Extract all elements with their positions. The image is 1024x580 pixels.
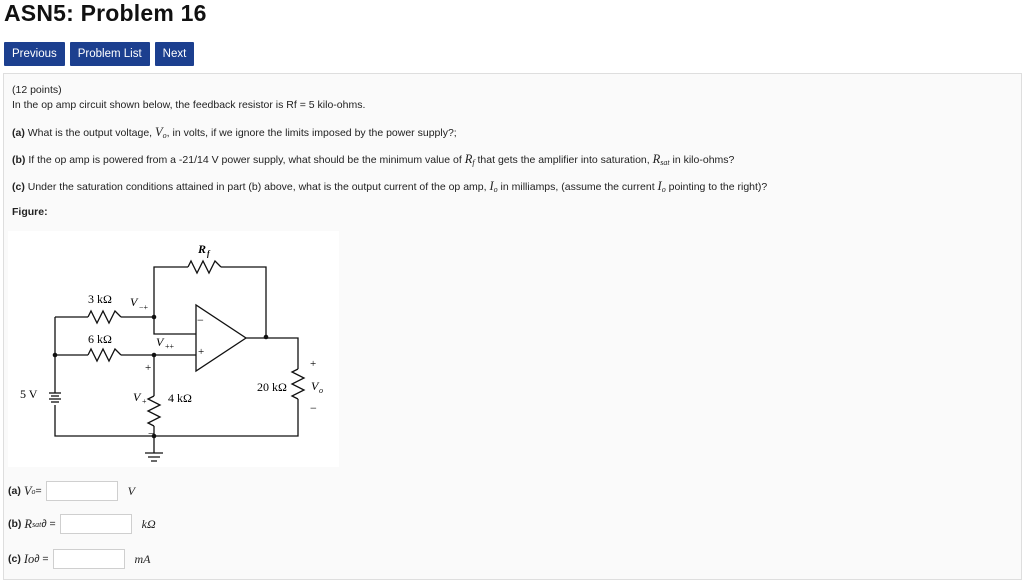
problem-list-button[interactable]: Problem List bbox=[70, 42, 150, 66]
label-vplus2-sub: + bbox=[142, 397, 147, 406]
label-20k: 20 kΩ bbox=[257, 380, 287, 394]
question-b-label: (b) bbox=[12, 154, 26, 166]
question-a-var: V bbox=[155, 125, 163, 139]
question-b-text3: in kilo-ohms? bbox=[669, 154, 735, 166]
answer-c-row bbox=[8, 549, 151, 569]
question-a-label: (a) bbox=[12, 127, 25, 139]
label-rf: R bbox=[198, 242, 207, 256]
ground-symbol bbox=[145, 453, 163, 461]
opamp-minus: − bbox=[197, 313, 204, 327]
question-a bbox=[12, 125, 457, 140]
opamp-plus: + bbox=[198, 346, 205, 358]
question-c-text1: Under the saturation conditions attained in part (b) above, what is the output current of the op amp, bbox=[24, 181, 490, 193]
answer-c-unit: mA bbox=[134, 551, 151, 566]
question-a-sub: o bbox=[162, 131, 167, 140]
question-b-sub2: sat bbox=[660, 158, 670, 167]
label-vo-sub: o bbox=[319, 386, 323, 395]
bottom-wire bbox=[55, 405, 298, 436]
minus-4k: − bbox=[148, 428, 155, 440]
label-vplus2: V bbox=[133, 390, 141, 404]
question-c-sub: o bbox=[493, 185, 498, 194]
vo-plus: + bbox=[310, 358, 317, 370]
question-b-text2: that gets the amplifier into saturation, bbox=[474, 154, 653, 166]
label-vplus: V bbox=[156, 335, 164, 349]
vo-minus: − bbox=[310, 401, 317, 415]
output-wire bbox=[246, 338, 298, 369]
answer-c-label: (c) bbox=[8, 553, 21, 565]
points-text: (12 points) bbox=[12, 84, 62, 96]
answer-b-unit: kΩ bbox=[141, 516, 156, 531]
question-c-text2: in milliamps, (assume the current bbox=[497, 181, 658, 193]
question-c-label: (c) bbox=[12, 181, 25, 193]
question-c bbox=[12, 179, 767, 194]
label-vplus-sub: ++ bbox=[165, 342, 175, 351]
label-vminus: V bbox=[130, 295, 138, 309]
question-b-var2: R bbox=[652, 152, 661, 166]
answer-a-unit: V bbox=[127, 483, 135, 498]
resistor-4k bbox=[148, 396, 160, 426]
problem-nav bbox=[4, 42, 194, 66]
figure-label: Figure: bbox=[12, 206, 48, 218]
resistor-6k bbox=[88, 349, 121, 361]
answer-b-input[interactable] bbox=[60, 514, 132, 534]
answer-c-eq: ∂ = bbox=[34, 553, 49, 565]
question-c-var: I bbox=[489, 179, 494, 193]
label-6k: 6 kΩ bbox=[88, 332, 112, 346]
answer-c-input[interactable] bbox=[53, 549, 125, 569]
label-source: 5 V bbox=[20, 387, 38, 401]
answer-a-label: (a) bbox=[8, 485, 21, 497]
question-c-sub2: o bbox=[661, 185, 666, 194]
answer-c-var: Io bbox=[23, 551, 35, 566]
label-rf-sub: f bbox=[207, 249, 210, 258]
resistor-3k bbox=[88, 311, 121, 323]
label-vminus-sub: −+ bbox=[139, 303, 149, 312]
next-button[interactable]: Next bbox=[155, 42, 195, 66]
plus-4k: + bbox=[145, 362, 152, 374]
previous-button[interactable]: Previous bbox=[4, 42, 65, 66]
battery-symbol bbox=[49, 393, 61, 402]
label-vo: V bbox=[311, 379, 319, 393]
intro-text: In the op amp circuit shown below, the feedback resistor is Rf = 5 kilo-ohms. bbox=[12, 99, 366, 111]
answer-a-sub: o bbox=[31, 486, 36, 496]
label-4k: 4 kΩ bbox=[168, 391, 192, 405]
question-c-text3: pointing to the right)? bbox=[665, 181, 768, 193]
answer-b-var: R bbox=[24, 516, 33, 531]
circuit-diagram bbox=[8, 231, 339, 467]
resistor-rf bbox=[188, 261, 221, 273]
answer-a-row bbox=[8, 481, 135, 501]
answer-b-eq: ∂ = bbox=[41, 518, 56, 530]
question-b bbox=[12, 152, 734, 167]
question-b-text1: If the op amp is powered from a -21/14 V power supply, what should be the minimum value of bbox=[25, 154, 465, 166]
answer-a-var: V bbox=[23, 483, 32, 498]
answer-b-label: (b) bbox=[8, 518, 22, 530]
question-a-text2: , in volts, if we ignore the limits imposed by the power supply?; bbox=[166, 127, 457, 139]
question-a-text1: What is the output voltage, bbox=[24, 127, 156, 139]
answer-b-row bbox=[8, 514, 156, 534]
resistor-20k bbox=[292, 369, 304, 399]
label-3k: 3 kΩ bbox=[88, 292, 112, 306]
question-b-var: R bbox=[464, 152, 473, 166]
circuit-figure bbox=[8, 231, 339, 467]
question-c-var2: I bbox=[657, 179, 662, 193]
answer-a-input[interactable] bbox=[46, 481, 118, 501]
answer-a-eq: = bbox=[35, 485, 42, 497]
page-title: ASN5: Problem 16 bbox=[4, 0, 207, 26]
answer-b-sub: sat bbox=[32, 519, 42, 529]
question-b-sub: f bbox=[472, 158, 475, 167]
